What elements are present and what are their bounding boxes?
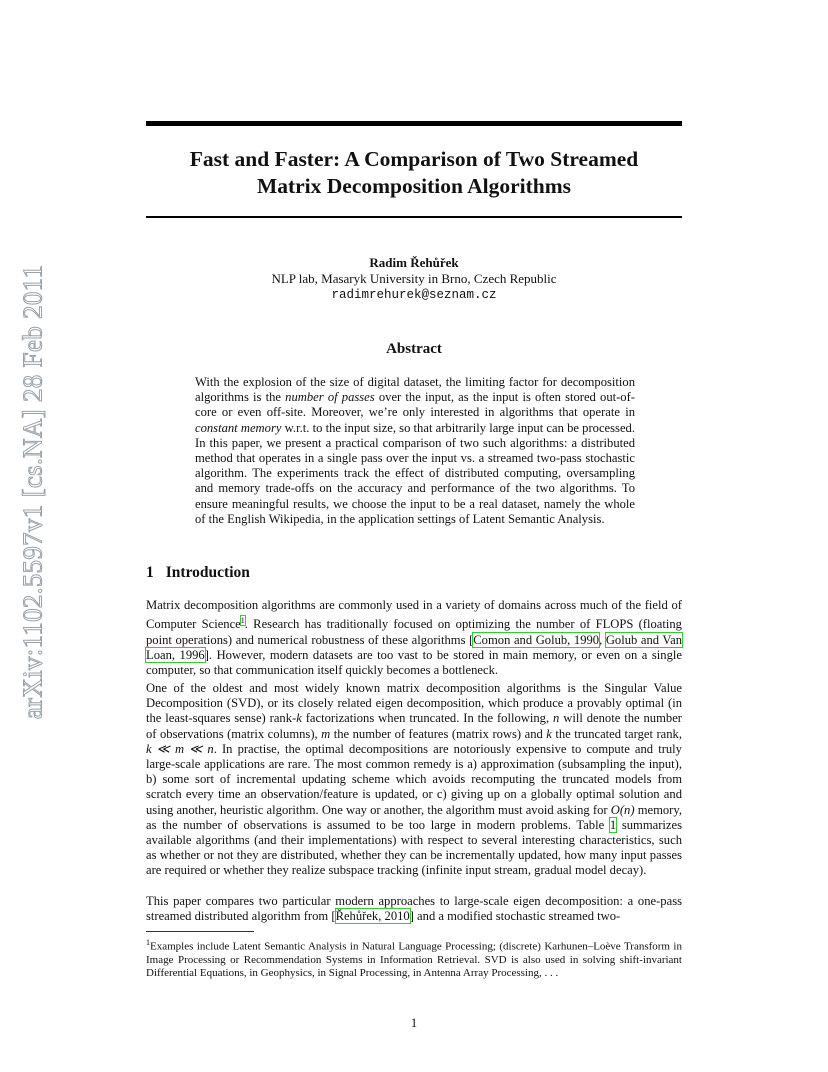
citation-link-rehurek[interactable]: Řehůřek, 2010	[335, 909, 410, 924]
citation-link-golub-vanloan[interactable]: Golub and Van Loan, 1996	[146, 632, 683, 662]
footnote-rule	[146, 931, 254, 932]
title-line-1: Fast and Faster: A Comparison of Two Streamed	[189, 147, 639, 171]
arxiv-stamp	[0, 0, 60, 1072]
title-line-2: Matrix Decomposition Algorithms	[256, 174, 572, 198]
author-affiliation: NLP lab, Masaryk University in Brno, Czech Republic	[271, 271, 557, 286]
page-number: 1	[410, 1016, 418, 1030]
section-heading-introduction	[146, 564, 250, 582]
section-title: Introduction	[165, 564, 250, 581]
author-name: Radim Řehůřek	[369, 255, 459, 270]
title-rule-top	[146, 121, 682, 126]
abstract-heading: Abstract	[386, 341, 442, 357]
intro-paragraph-3: This paper compares two particular modern approaches to large-scale eigen decomposition: a one-pass streamed distributed algorithm from [Řehůřek, 2010] and a modified stochastic streamed two-	[146, 894, 682, 924]
abstract-text: With the explosion of the size of digital dataset, the limiting factor for decomposition algorithms is the number of passes over the input, as the input is often stored out-of-core or even off-site. Moreover, we’re only interested in algorithms that operate in constant memory w.r.t. to the input size, so that arbitrarily large input can be processed. In this paper, we present a practical comparison of two such algorithms: a distributed method that operates in a single pass over the input vs. a streamed two-pass stochastic algorithm. The experiments track the effect of distributed computing, oversampling and memory trade-offs on the accuracy and performance of the two algorithms. To ensure meaningful results, we choose the input to be a real dataset, namely the whole of the English Wikipedia, in the application settings of Latent Semantic Analysis.	[195, 375, 635, 526]
arxiv-stamp-text: arXiv:1102.5597v1 [cs.NA] 28 Feb 2011	[17, 264, 48, 720]
intro-paragraph-1: Matrix decomposition algorithms are commonly used in a variety of domains across much of the field of Computer Science$^1$. Research has traditionally focused on optimizing the number of FLOPS (floating point operations) and numerical robustness of these algorithms [Comon and Golub, 1990, Golub and Van Loan, 1996]. However, modern datasets are too vast to be stored in main memory, or even on a single computer, so that communication itself quickly becomes a bottleneck.	[146, 598, 683, 677]
section-number: 1	[146, 564, 154, 581]
author-block	[146, 255, 682, 303]
table-ref-link[interactable]: 1	[609, 817, 617, 832]
author-email: radimrehurek@seznam.cz	[331, 288, 497, 302]
paper-title	[146, 146, 682, 200]
footnote-mark-link[interactable]: 1	[240, 616, 245, 626]
citation-link-comon-golub[interactable]: Comon and Golub, 1990	[473, 632, 600, 647]
intro-paragraph-2: One of the oldest and most widely known matrix decomposition algorithms is the Singular Value Decomposition (SVD), or its closely related eigen decomposition, which produce a provably optimal (in the least-squares sense) rank-k factorizations when truncated. In the following, n will denote the number of observations (matrix columns), m the number of features (matrix rows) and k the truncated target rank, k ≪ m ≪ n. In practise, the optimal decompositions are notoriously expensive to compute and truly large-scale applications are rare. The most common remedy is a) approximation (subsampling the input), b) some sort of incremental updating scheme which avoids recomputing the truncated models from scratch every time an observation/feature is updated, or c) giving up on a globally optimal solution and using another, heuristic algorithm. One way or another, the algorithm must avoid asking for O(n) memory, as the number of observations is assumed to be too large in modern problems. Table 1 summarizes available algorithms (and their implementations) with respect to several interesting characteristics, such as whether or not they are distributed, whether they can be incrementally updated, how many input passes are required or whether they realize subspace tracking (infinite input stream, gradual model decay).	[146, 681, 682, 878]
title-rule-bottom	[146, 216, 682, 218]
footnote-1: $^1$Examples include Latent Semantic Analysis in Natural Language Processing; (discrete) Karhunen–Loève Transform in Image Processing or Recommendation Systems in Information Retrieval. SVD is also used in solving shift-invariant Differential Equations, in Geophysics, in Signal Processing, in Antenna Array Processing, . . .	[146, 938, 682, 980]
